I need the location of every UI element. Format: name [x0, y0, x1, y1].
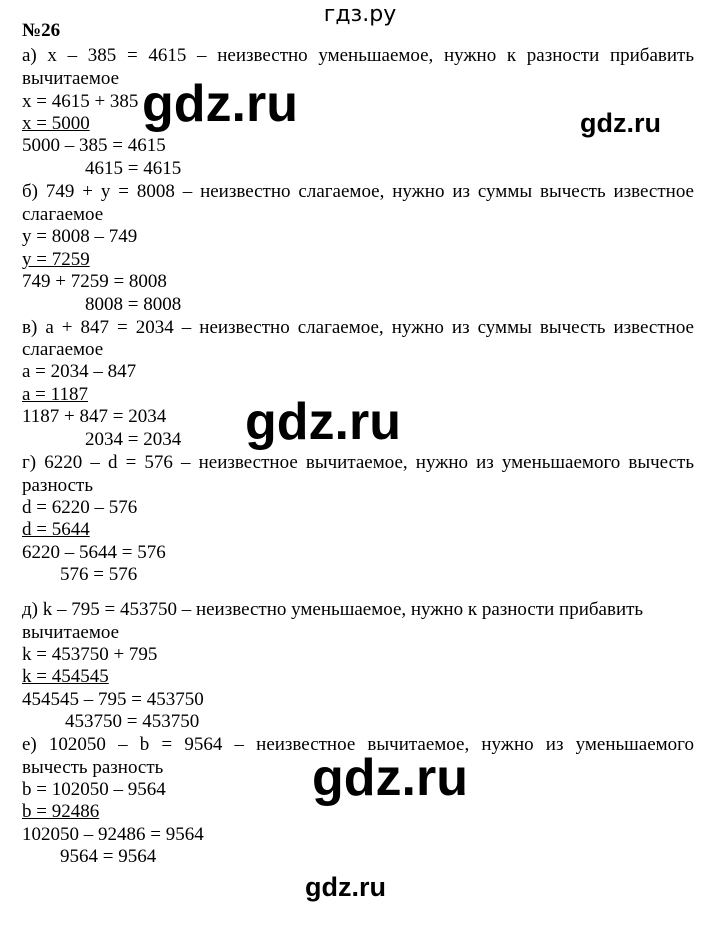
- watermark-large-1: gdz.ru: [142, 75, 298, 133]
- part-b-equation: у = 8008 – 749: [22, 226, 138, 247]
- part-f-check: 102050 – 92486 = 9564: [22, 824, 204, 845]
- part-f-equation: b = 102050 – 9564: [22, 779, 166, 800]
- part-c-answer: а = 1187: [22, 384, 88, 405]
- part-b-check: 749 + 7259 = 8008: [22, 271, 167, 292]
- part-e-check: 454545 – 795 = 453750: [22, 689, 204, 710]
- part-a-answer: х = 5000: [22, 113, 90, 134]
- part-f-statement-cont: вычесть разность: [22, 757, 164, 778]
- site-header: гдз.ру: [323, 2, 397, 27]
- part-c-statement-cont: слагаемое: [22, 339, 104, 360]
- part-d-statement-cont: разность: [22, 475, 93, 496]
- part-a-equation: х = 4615 + 385: [22, 91, 139, 112]
- part-d-equation: d = 6220 – 576: [22, 497, 138, 518]
- part-d-check-result: 576 = 576: [60, 564, 138, 585]
- part-e-equation: k = 453750 + 795: [22, 644, 158, 665]
- part-b-answer: у = 7259: [22, 249, 90, 270]
- part-e-statement-cont: вычитаемое: [22, 622, 120, 643]
- part-c-check-result: 2034 = 2034: [85, 429, 182, 450]
- part-a-check-result: 4615 = 4615: [85, 158, 182, 179]
- part-b-check-result: 8008 = 8008: [85, 294, 182, 315]
- watermark-large-3: gdz.ru: [312, 749, 468, 807]
- watermark-large-2: gdz.ru: [245, 393, 401, 451]
- part-b-statement: б) 749 + у = 8008 – неизвестно слагаемое, нужно из суммы вычесть известное: [22, 181, 694, 202]
- part-f-answer: b = 92486: [22, 801, 100, 822]
- part-a-check: 5000 – 385 = 4615: [22, 135, 166, 156]
- part-d-check: 6220 – 5644 = 576: [22, 542, 166, 563]
- part-f-check-result: 9564 = 9564: [60, 846, 157, 867]
- part-c-equation: а = 2034 – 847: [22, 361, 137, 382]
- part-c-statement: в) а + 847 = 2034 – неизвестно слагаемое, нужно из суммы вычесть известное: [22, 317, 694, 338]
- part-e-answer: k = 454545: [22, 666, 109, 687]
- part-c-check: 1187 + 847 = 2034: [22, 406, 167, 427]
- part-d-statement: г) 6220 – d = 576 – неизвестное вычитаемое, нужно из уменьшаемого вычесть: [22, 452, 694, 473]
- watermark-small-2: gdz.ru: [305, 872, 386, 902]
- task-number: №26: [22, 20, 61, 41]
- part-a-statement-cont: вычитаемое: [22, 68, 120, 89]
- part-a-statement: а) х – 385 = 4615 – неизвестно уменьшаемое, нужно к разности прибавить: [22, 45, 694, 66]
- watermark-small-1: gdz.ru: [580, 108, 661, 138]
- part-d-answer: d = 5644: [22, 519, 90, 540]
- part-e-statement: д) k – 795 = 453750 – неизвестно уменьшаемое, нужно к разности прибавить: [22, 599, 644, 620]
- part-b-statement-cont: слагаемое: [22, 204, 104, 225]
- part-f-statement: е) 102050 – b = 9564 – неизвестное вычитаемое, нужно из уменьшаемого: [22, 734, 694, 755]
- part-e-check-result: 453750 = 453750: [65, 711, 200, 732]
